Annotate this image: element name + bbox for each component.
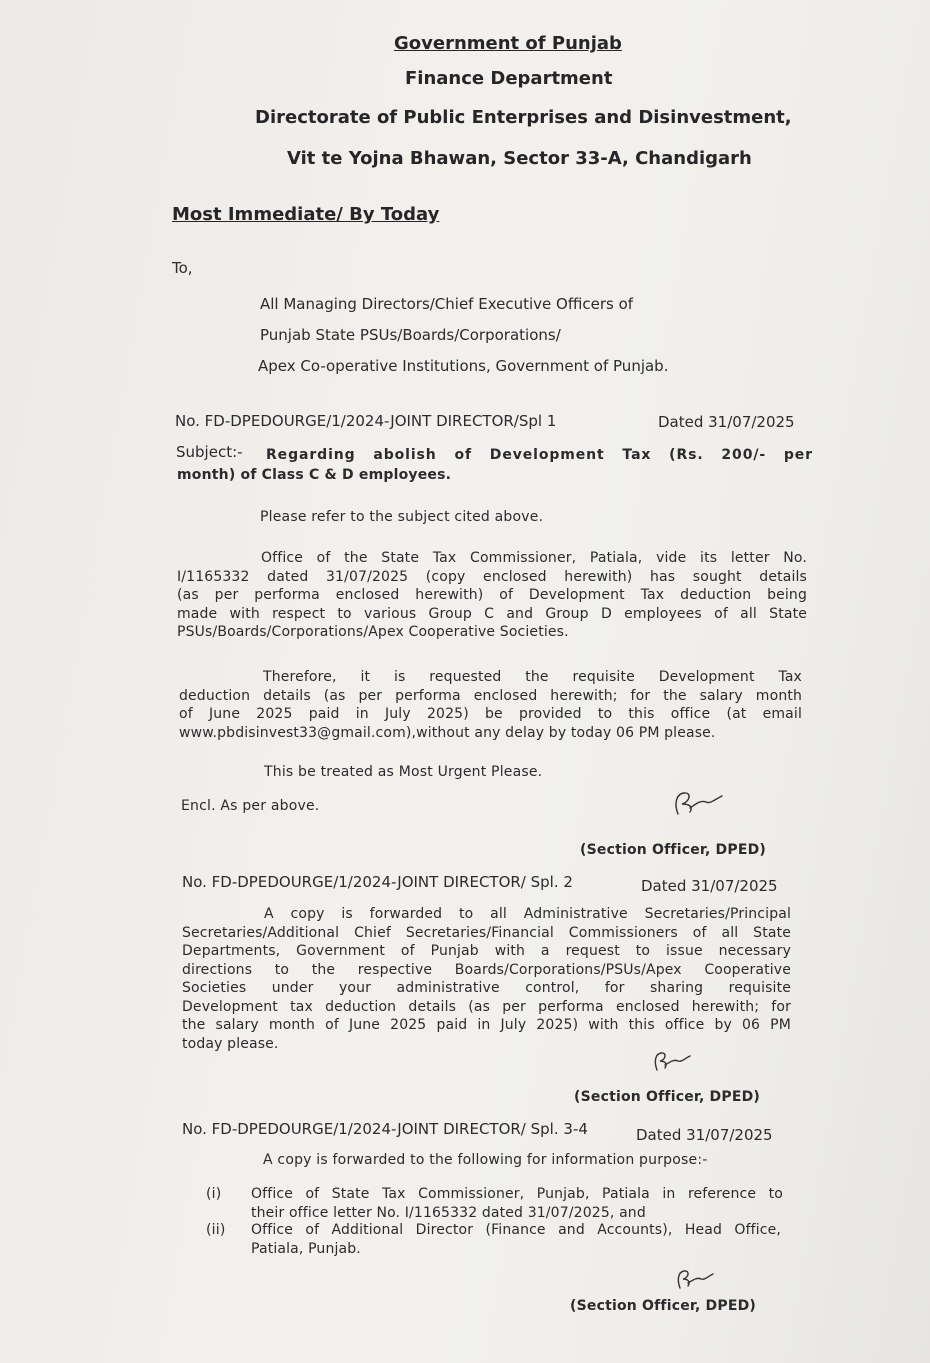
addressee-line: Apex Co-operative Institutions, Government of Punjab. [258, 357, 669, 375]
letter-date: Dated 31/07/2025 [636, 1126, 773, 1144]
signatory: (Section Officer, DPED) [574, 1089, 761, 1105]
list-item [251, 1221, 781, 1258]
letter-date: Dated 31/07/2025 [641, 877, 778, 895]
paragraph-line: the salary month of June 2025 paid in July 2025) with this office by 06 PM [182, 1017, 791, 1033]
directorate-title: Directorate of Public Enterprises and Disinvestment, [255, 107, 792, 128]
list-marker: (ii) [206, 1222, 226, 1238]
signatory: (Section Officer, DPED) [580, 842, 767, 858]
paragraph-line: made with respect to various Group C and Group D employees of all State [177, 605, 807, 622]
department-title: Finance Department [405, 68, 613, 89]
paragraph-line: today please. [182, 1035, 279, 1052]
signature-mark [670, 786, 730, 820]
paragraph [179, 668, 802, 742]
paragraph-line: A copy is forwarded to all Administrative Secretaries/Principal [264, 906, 791, 922]
letter-number: No. FD-DPEDOURGE/1/2024-JOINT DIRECTOR/ Spl. 3-4 [182, 1120, 588, 1138]
subject-prefix: Subject:- [176, 443, 243, 461]
list-item-line: their office letter No. I/1165332 dated 31/07/2025, and [251, 1204, 646, 1221]
paragraph-line: Departments, Government of Punjab with a request to issue necessary [182, 943, 791, 959]
office-address: Vit te Yojna Bhawan, Sector 33-A, Chandigarh [287, 148, 752, 169]
list-item [251, 1185, 783, 1222]
paragraph-line: Office of the State Tax Commissioner, Patiala, vide its letter No. [261, 550, 807, 566]
paragraph-line: I/1165332 dated 31/07/2025 (copy enclosed herewith) has sought details [177, 568, 807, 585]
paragraph-line: Secretaries/Additional Chief Secretaries/Financial Commissioners of all State [182, 924, 791, 941]
letter-date: Dated 31/07/2025 [658, 413, 795, 431]
paragraph-line: deduction details (as per performa enclosed herewith; for the salary month [179, 687, 802, 704]
addressee-line: Punjab State PSUs/Boards/Corporations/ [260, 326, 561, 344]
paragraph: A copy is forwarded to the following for information purpose:- [263, 1152, 708, 1168]
paragraph-line: PSUs/Boards/Corporations/Apex Cooperative Societies. [177, 624, 569, 640]
paragraph: This be treated as Most Urgent Please. [264, 764, 543, 780]
addressee-line: All Managing Directors/Chief Executive Officers of [260, 295, 634, 313]
paragraph-line: Societies under your administrative control, for sharing requisite [182, 980, 791, 996]
paragraph: Please refer to the subject cited above. [260, 509, 544, 525]
list-item-line: Patiala, Punjab. [251, 1240, 361, 1257]
paragraph [177, 549, 807, 642]
list-item-line: Office of Additional Director (Finance and Accounts), Head Office, [251, 1222, 781, 1238]
paragraph-line: Development tax deduction details (as per performa enclosed herewith; for [182, 998, 791, 1015]
paragraph-line: Therefore, it is requested the requisite Development Tax [263, 669, 802, 685]
list-marker: (i) [206, 1186, 222, 1202]
subject-line: Regarding abolish of Development Tax (Rs. 200/- per [266, 447, 813, 463]
signature-mark [673, 1264, 717, 1292]
paragraph-line: www.pbdisinvest33@gmail.com),without any delay by today 06 PM please. [179, 724, 716, 741]
subject-line: month) of Class C & D employees. [177, 467, 452, 483]
priority-heading: Most Immediate/ By Today [172, 204, 440, 225]
enclosure-note: Encl. As per above. [181, 798, 320, 814]
letter-number: No. FD-DPEDOURGE/1/2024-JOINT DIRECTOR/Spl 1 [175, 412, 557, 430]
paragraph-line: of June 2025 paid in July 2025) be provided to this office (at email [179, 706, 802, 722]
paragraph-line: directions to the respective Boards/Corporations/PSUs/Apex Cooperative [182, 961, 791, 978]
paragraph [182, 905, 791, 1053]
to-label: To, [172, 259, 193, 277]
signatory: (Section Officer, DPED) [570, 1298, 757, 1314]
signature-mark [650, 1046, 694, 1074]
government-title: Government of Punjab [394, 33, 622, 54]
list-item-line: Office of State Tax Commissioner, Punjab, Patiala in reference to [251, 1186, 783, 1202]
letter-number: No. FD-DPEDOURGE/1/2024-JOINT DIRECTOR/ Spl. 2 [182, 873, 573, 891]
paragraph-line: (as per performa enclosed herewith) of Development Tax deduction being [177, 587, 807, 603]
